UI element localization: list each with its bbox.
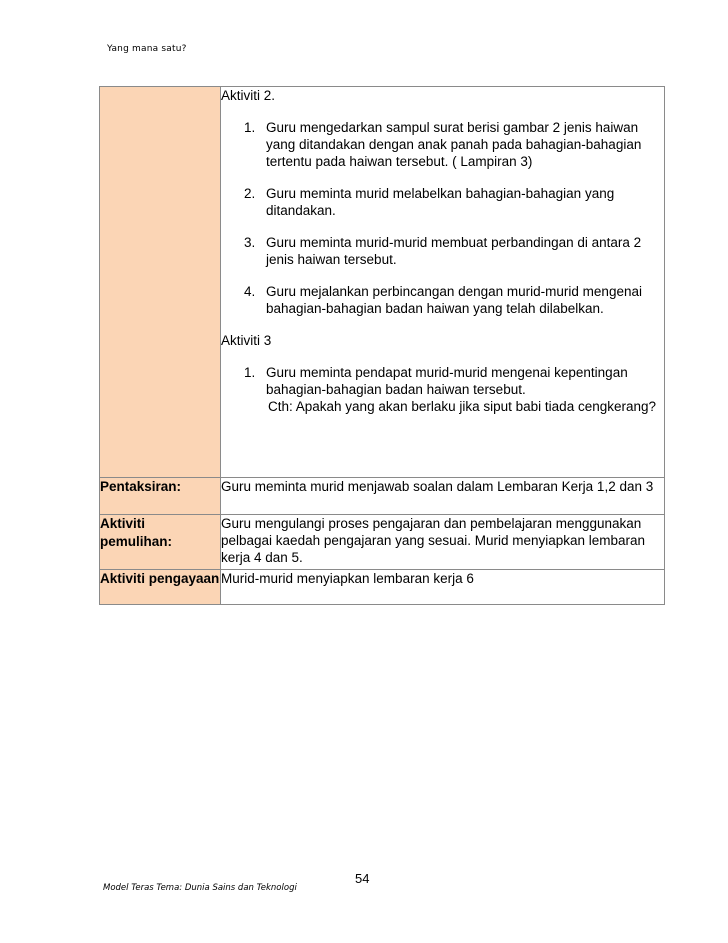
activities-content-cell — [221, 87, 665, 478]
pentaksiran-row — [100, 478, 665, 515]
lesson-plan-table — [99, 86, 665, 605]
step-number: 1. — [244, 365, 256, 380]
pemulihan-label: Aktiviti pemulihan: — [100, 515, 221, 570]
list-item — [221, 283, 664, 317]
step-number: 2. — [244, 186, 256, 201]
activity-2-steps — [221, 119, 664, 317]
example-note: Cth: Apakah yang akan berlaku jika siput babi tiada cengkerang? — [268, 399, 657, 414]
step-text: Guru mengedarkan sampul surat berisi gambar 2 jenis haiwan yang ditandakan dengan anak panah pada bahagian-bahagian tertentu pada haiwan tersebut. ( Lampiran 3) — [266, 120, 642, 169]
pentaksiran-text: Guru meminta murid menjawab soalan dalam Lembaran Kerja 1,2 dan 3 — [221, 478, 665, 515]
activities-label-cell — [100, 87, 221, 478]
step-number: 3. — [244, 235, 256, 250]
activity-3-steps — [221, 364, 664, 415]
step-number: 4. — [244, 284, 256, 299]
pengayaan-label: Aktiviti pengayaan — [100, 570, 221, 605]
pemulihan-text: Guru mengulangi proses pengajaran dan pembelajaran menggunakan pelbagai kaedah pengajaran yang sesuai. Murid menyiapkan lembaran kerja 4 dan 5. — [221, 515, 665, 570]
list-item — [221, 185, 664, 219]
pengayaan-text: Murid-murid menyiapkan lembaran kerja 6 — [221, 570, 665, 605]
activities-row — [100, 87, 665, 478]
list-item — [221, 364, 664, 415]
step-text: Guru meminta murid-murid membuat perbandingan di antara 2 jenis haiwan tersebut. — [266, 235, 642, 267]
activity-2-title: Aktiviti 2. — [221, 88, 276, 103]
page-header: Yang mana satu? — [107, 44, 187, 54]
activity-3-title: Aktiviti 3 — [221, 333, 272, 348]
list-item — [221, 119, 664, 170]
pentaksiran-label: Pentaksiran: — [100, 478, 221, 515]
page-number: 54 — [355, 871, 370, 886]
pemulihan-row — [100, 515, 665, 570]
step-text: Guru meminta murid melabelkan bahagian-bahagian yang ditandakan. — [266, 186, 615, 218]
page-footer: Model Teras Tema: Dunia Sains dan Teknologi — [103, 883, 297, 893]
step-text: Guru meminta pendapat murid-murid mengenai kepentingan bahagian-bahagian badan haiwan tersebut. — [266, 365, 628, 397]
pengayaan-row — [100, 570, 665, 605]
step-text: Guru mejalankan perbincangan dengan murid-murid mengenai bahagian-bahagian badan haiwan yang telah dilabelkan. — [266, 284, 642, 316]
step-number: 1. — [244, 120, 256, 135]
list-item — [221, 234, 664, 268]
